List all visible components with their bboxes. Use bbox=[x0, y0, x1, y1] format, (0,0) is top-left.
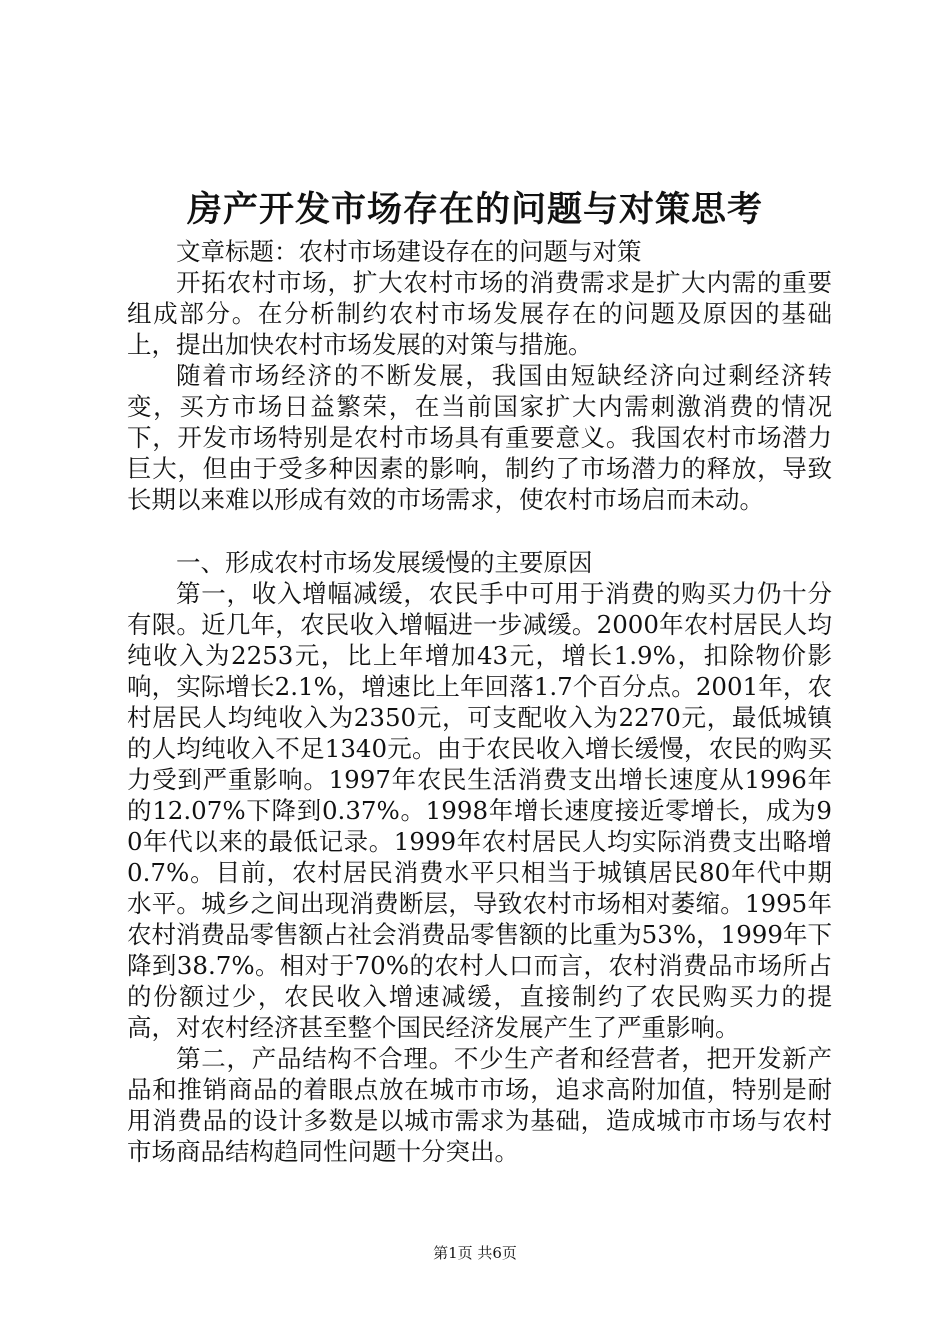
paragraph-background: 随着市场经济的不断发展，我国由短缺经济向过剩经济转变，买方市场日益繁荣，在当前国家扩大内需刺激消费的情况下，开发市场特别是农村市场具有重要意义。我国农村市场潜力巨大，但由于受多种因素的影响，制约了市场潜力的释放，导致长期以来难以形成有效的市场需求，使农村市场启而未动。 bbox=[127, 361, 832, 514]
document-body bbox=[127, 236, 832, 1167]
paragraph-spacer bbox=[127, 515, 832, 547]
page-footer: 第1页 共6页 bbox=[433, 1244, 517, 1262]
paragraph-intro: 开拓农村市场，扩大农村市场的消费需求是扩大内需的重要组成部分。在分析制约农村市场发展存在的问题及原因的基础上，提出加快农村市场发展的对策与措施。 bbox=[127, 268, 832, 359]
paragraph-reason-1: 第一，收入增幅减缓，农民手中可用于消费的购买力仍十分有限。近几年，农民收入增幅进一步减缓。2000年农村居民人均纯收入为2253元，比上年增加43元，增长1.9%，扣除物价影响，实际增长2.1%，增速比上年回落1.7个百分点。2001年，农村居民人均纯收入为2350元，可支配收入为2270元，最低城镇的人均纯收入不足1340元。由于农民收入增长缓慢，农民的购买力受到严重影响。1997年农民生活消费支出增长速度从1996年的12.07%下降到0.37%。1998年增长速度接近零增长，成为90年代以来的最低记录。1999年农村居民人均实际消费支出略增0.7%。目前，农村居民消费水平只相当于城镇居民80年代中期水平。城乡之间出现消费断层，导致农村市场相对萎缩。1995年农村消费品零售额占社会消费品零售额的比重为53%，1999年下降到38.7%。相对于70%的农村人口而言，农村消费品市场所占的份额过少，农民收入增速减缓，直接制约了农民购买力的提高，对农村经济甚至整个国民经济发展产生了严重影响。 bbox=[127, 579, 832, 1042]
article-subtitle: 文章标题：农村市场建设存在的问题与对策 bbox=[176, 237, 642, 266]
document-title: 房产开发市场存在的问题与对策思考 bbox=[186, 189, 763, 230]
paragraph-reason-2: 第二，产品结构不合理。不少生产者和经营者，把开发新产品和推销商品的着眼点放在城市市场，追求高附加值，特别是耐用消费品的设计多数是以城市需求为基础，造成城市市场与农村市场商品结构趋同性问题十分突出。 bbox=[127, 1044, 832, 1166]
section-heading: 一、形成农村市场发展缓慢的主要原因 bbox=[176, 548, 593, 577]
